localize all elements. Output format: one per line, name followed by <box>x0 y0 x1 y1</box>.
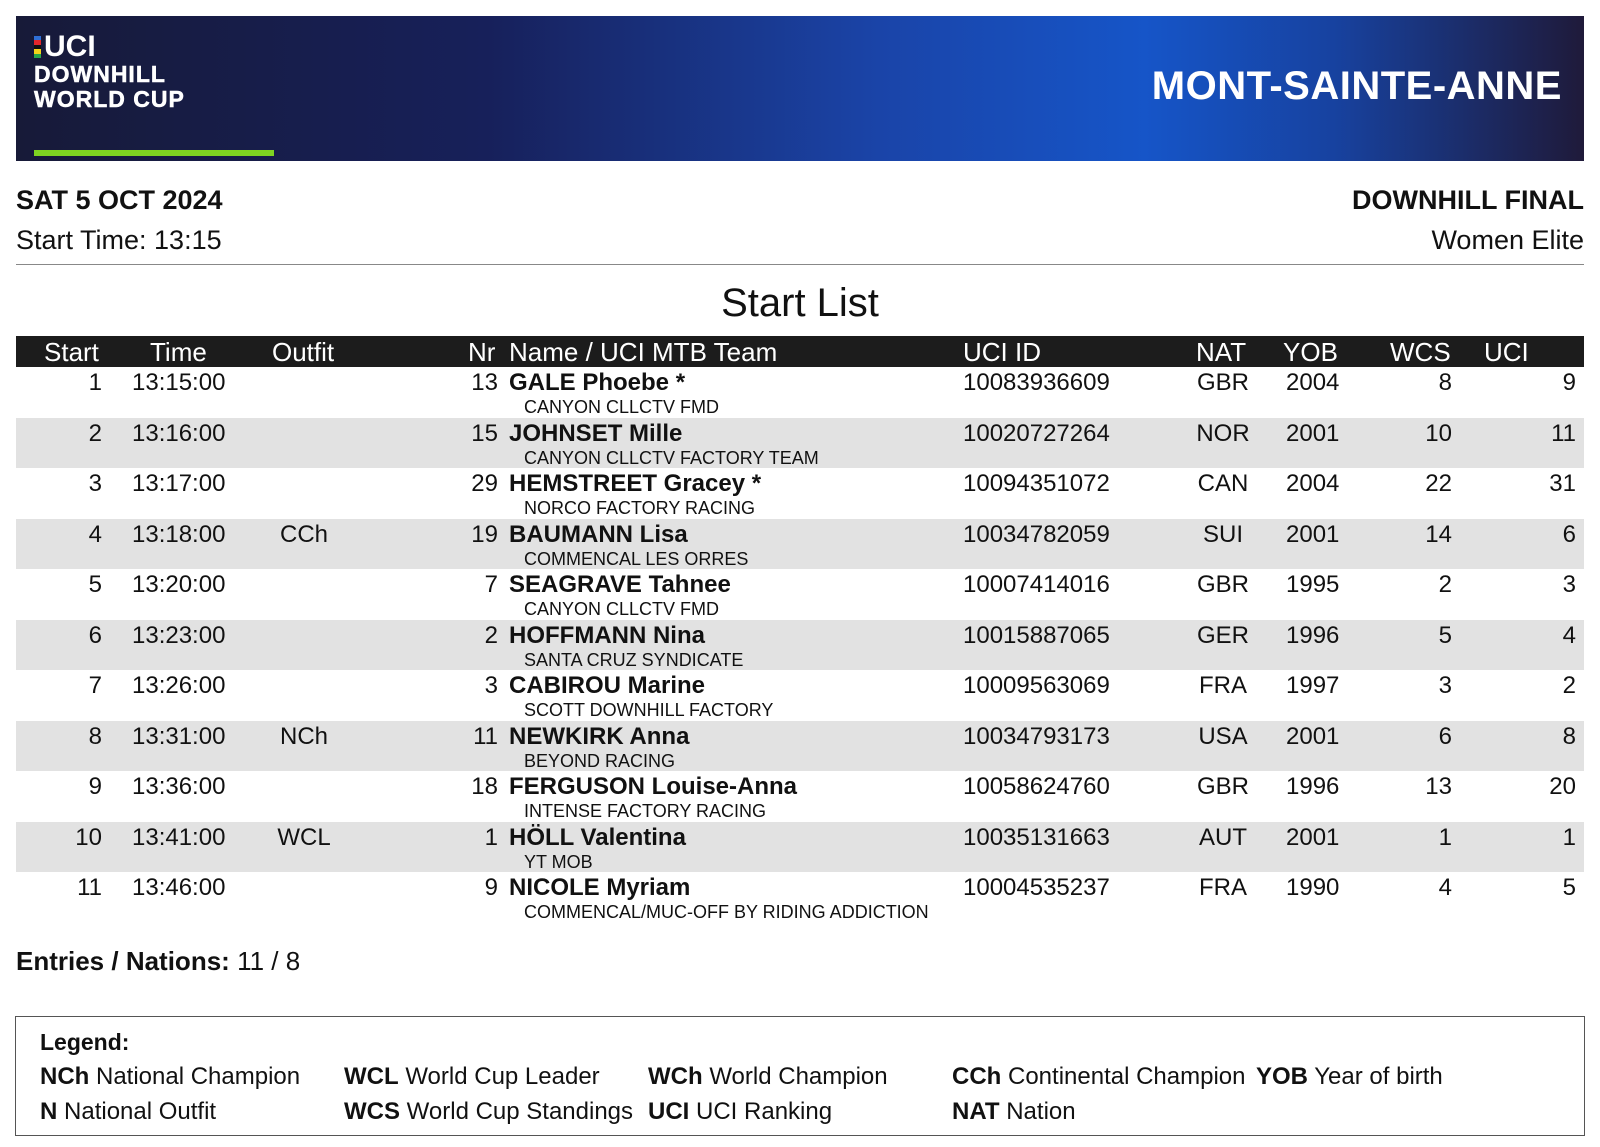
logo-green-bar <box>34 150 274 156</box>
cell-uci-id: 10009563069 <box>963 672 1110 699</box>
table-row <box>16 771 1584 822</box>
cell-name: BAUMANN Lisa <box>509 520 688 548</box>
col-name-team: Name / UCI MTB Team <box>509 337 778 367</box>
cell-uci-id: 10094351072 <box>963 470 1110 497</box>
cell-yob: 2001 <box>1286 823 1340 851</box>
cell-yob: 1997 <box>1286 672 1340 699</box>
cell-team: COMMENCAL LES ORRES <box>524 548 749 569</box>
header-divider <box>16 264 1584 265</box>
cell-team: BEYOND RACING <box>524 750 676 771</box>
legend-item: NAT Nation <box>952 1098 1076 1125</box>
cell-wcs: 5 <box>1438 621 1452 649</box>
cell-yob: 2001 <box>1286 520 1340 548</box>
cell-nr: 7 <box>484 571 498 598</box>
cell-nr: 1 <box>484 823 498 851</box>
cell-outfit: NCh <box>279 722 328 750</box>
cell-start: 7 <box>88 672 102 699</box>
cell-start: 8 <box>88 722 102 750</box>
cell-team: INTENSE FACTORY RACING <box>524 801 767 821</box>
cell-nr: 3 <box>484 672 498 699</box>
cell-time: 13:36:00 <box>132 773 226 800</box>
cell-nat: AUT <box>1199 823 1247 851</box>
col-outfit: Outfit <box>272 337 335 367</box>
cell-team: SCOTT DOWNHILL FACTORY <box>524 700 774 720</box>
table-row <box>16 721 1584 772</box>
start-time: Start Time: 13:15 <box>16 225 222 255</box>
venue-title: MONT-SAINTE-ANNE <box>1151 64 1562 108</box>
cell-uci-id: 10004535237 <box>963 874 1110 901</box>
cell-nr: 29 <box>471 470 498 497</box>
legend-item: UCI UCI Ranking <box>648 1098 833 1125</box>
cell-name: GALE Phoebe * <box>509 369 686 396</box>
cell-uci-id: 10020727264 <box>963 419 1110 447</box>
cell-nat: GBR <box>1196 773 1249 800</box>
cell-start: 11 <box>77 874 102 901</box>
cell-team: SANTA CRUZ SYNDICATE <box>524 649 744 670</box>
cell-wcs: 4 <box>1438 874 1452 901</box>
cell-uci-id: 10058624760 <box>963 773 1110 800</box>
cell-nat: FRA <box>1199 874 1247 901</box>
cell-team: CANYON CLLCTV FMD <box>524 599 720 619</box>
entries-label: Entries / Nations: <box>16 946 230 976</box>
col-uci-id: UCI ID <box>963 337 1041 367</box>
cell-nat: USA <box>1198 722 1248 750</box>
cell-name: HOFFMANN Nina <box>509 621 705 649</box>
cell-uci-id: 10034782059 <box>963 520 1110 548</box>
cell-name: JOHNSET Mille <box>509 419 683 447</box>
cell-time: 13:41:00 <box>132 823 226 851</box>
cell-wcs: 3 <box>1438 672 1452 699</box>
col-wcs: WCS <box>1390 337 1451 367</box>
cell-uci: 9 <box>1562 369 1576 396</box>
cell-name: FERGUSON Louise-Anna <box>509 773 798 800</box>
category-name: Women Elite <box>1431 225 1584 255</box>
cell-team: NORCO FACTORY RACING <box>524 498 756 518</box>
legend-item: N National Outfit <box>40 1098 217 1125</box>
cell-nat: CAN <box>1197 470 1249 497</box>
cell-wcs: 10 <box>1425 419 1452 447</box>
cell-start: 5 <box>88 571 102 598</box>
cell-nat: FRA <box>1199 672 1247 699</box>
cell-time: 13:17:00 <box>132 470 226 497</box>
cell-yob: 2004 <box>1286 470 1340 497</box>
cell-yob: 2001 <box>1286 722 1340 750</box>
logo-world-cup-text: WORLD CUP <box>34 86 185 112</box>
cell-uci: 2 <box>1562 672 1576 699</box>
col-nr: Nr <box>468 337 496 367</box>
uci-downhill-world-cup-logo <box>34 32 274 142</box>
legend-item: CCh Continental Champion <box>952 1063 1246 1090</box>
cell-nat: GER <box>1196 621 1249 649</box>
cell-wcs: 2 <box>1438 571 1452 598</box>
race-date: SAT 5 OCT 2024 <box>16 185 223 215</box>
cell-uci: 5 <box>1562 874 1576 901</box>
cell-time: 13:31:00 <box>132 722 226 750</box>
cell-team: CANYON CLLCTV FACTORY TEAM <box>524 447 819 468</box>
cell-start: 2 <box>88 419 102 447</box>
cell-yob: 1996 <box>1286 773 1340 800</box>
header-banner <box>16 16 1584 161</box>
col-nat: NAT <box>1196 337 1247 367</box>
cell-start: 1 <box>88 369 102 396</box>
cell-time: 13:18:00 <box>132 520 226 548</box>
cell-start: 6 <box>88 621 102 649</box>
rainbow-stripes-icon <box>34 36 41 59</box>
cell-nat: GBR <box>1196 571 1249 598</box>
page-title: Start List <box>721 281 879 325</box>
table-row <box>16 468 1584 519</box>
legend-box <box>15 1016 1585 1136</box>
cell-yob: 1995 <box>1286 571 1340 598</box>
entries-summary <box>16 946 300 977</box>
cell-yob: 2004 <box>1286 369 1340 396</box>
cell-time: 13:16:00 <box>132 419 226 447</box>
legend-title: Legend: <box>40 1029 130 1055</box>
cell-nr: 13 <box>471 369 498 396</box>
cell-outfit: CCh <box>279 520 328 548</box>
cell-time: 13:23:00 <box>132 621 226 649</box>
cell-nat: NOR <box>1196 419 1250 447</box>
cell-outfit: WCL <box>277 823 331 851</box>
table-row <box>16 418 1584 469</box>
cell-time: 13:26:00 <box>132 672 226 699</box>
cell-team: YT MOB <box>524 851 593 872</box>
cell-nr: 18 <box>471 773 498 800</box>
table-row <box>16 822 1584 873</box>
table-row <box>16 670 1584 721</box>
cell-uci-id: 10083936609 <box>963 369 1110 396</box>
cell-start: 4 <box>88 520 102 548</box>
cell-uci-id: 10015887065 <box>963 621 1110 649</box>
cell-time: 13:20:00 <box>132 571 226 598</box>
cell-time: 13:15:00 <box>132 369 226 396</box>
table-row <box>16 620 1584 671</box>
cell-wcs: 22 <box>1425 470 1452 497</box>
col-time: Time <box>150 337 207 367</box>
cell-uci: 1 <box>1562 823 1576 851</box>
cell-wcs: 13 <box>1425 773 1452 800</box>
cell-uci: 8 <box>1562 722 1576 750</box>
cell-nat: SUI <box>1202 520 1243 548</box>
col-uci: UCI <box>1484 337 1529 367</box>
cell-nr: 15 <box>471 419 498 447</box>
table-row <box>16 569 1584 620</box>
cell-nr: 19 <box>471 520 498 548</box>
legend-item: YOB Year of birth <box>1256 1063 1443 1090</box>
cell-uci: 3 <box>1562 571 1576 598</box>
start-list-table <box>16 336 1584 923</box>
cell-team: COMMENCAL/MUC-OFF BY RIDING ADDICTION <box>524 902 929 922</box>
legend-item: WCS World Cup Standings <box>344 1098 634 1125</box>
cell-wcs: 6 <box>1438 722 1452 750</box>
cell-nr: 11 <box>473 722 498 750</box>
table-row <box>16 872 1584 923</box>
cell-yob: 1996 <box>1286 621 1340 649</box>
legend-item: WCh World Champion <box>648 1063 888 1090</box>
cell-time: 13:46:00 <box>132 874 226 901</box>
cell-uci: 6 <box>1562 520 1576 548</box>
cell-nr: 2 <box>484 621 498 649</box>
cell-name: NICOLE Myriam <box>509 874 691 901</box>
cell-name: CABIROU Marine <box>509 672 706 699</box>
table-row <box>16 519 1584 570</box>
cell-start: 3 <box>88 470 102 497</box>
cell-name: SEAGRAVE Tahnee <box>509 571 731 598</box>
logo-downhill-text: DOWNHILL <box>34 61 166 87</box>
cell-nr: 9 <box>484 874 498 901</box>
cell-team: CANYON CLLCTV FMD <box>524 397 720 417</box>
cell-uci-id: 10035131663 <box>963 823 1110 851</box>
cell-nat: GBR <box>1196 369 1249 396</box>
cell-yob: 2001 <box>1286 419 1340 447</box>
cell-start: 9 <box>88 773 102 800</box>
cell-uci: 11 <box>1551 419 1576 447</box>
table-body <box>16 367 1584 923</box>
col-yob: YOB <box>1283 337 1338 367</box>
cell-wcs: 1 <box>1438 823 1452 851</box>
logo-uci-text: UCI <box>44 30 96 63</box>
cell-uci-id: 10007414016 <box>963 571 1110 598</box>
col-start: Start <box>44 337 99 367</box>
cell-name: HEMSTREET Gracey * <box>509 470 762 497</box>
cell-uci: 31 <box>1549 470 1576 497</box>
cell-wcs: 14 <box>1425 520 1452 548</box>
cell-start: 10 <box>75 823 102 851</box>
legend-item: NCh National Champion <box>40 1063 301 1090</box>
cell-name: HÖLL Valentina <box>509 823 686 851</box>
cell-uci-id: 10034793173 <box>963 722 1110 750</box>
cell-uci: 20 <box>1549 773 1576 800</box>
cell-uci: 4 <box>1562 621 1576 649</box>
entries-value: 11 / 8 <box>237 946 301 976</box>
cell-yob: 1990 <box>1286 874 1340 901</box>
legend-item: WCL World Cup Leader <box>344 1063 600 1090</box>
cell-name: NEWKIRK Anna <box>509 722 690 750</box>
table-row <box>16 367 1584 418</box>
cell-wcs: 8 <box>1438 369 1452 396</box>
table-header <box>16 336 1584 367</box>
event-name: DOWNHILL FINAL <box>1352 185 1584 215</box>
